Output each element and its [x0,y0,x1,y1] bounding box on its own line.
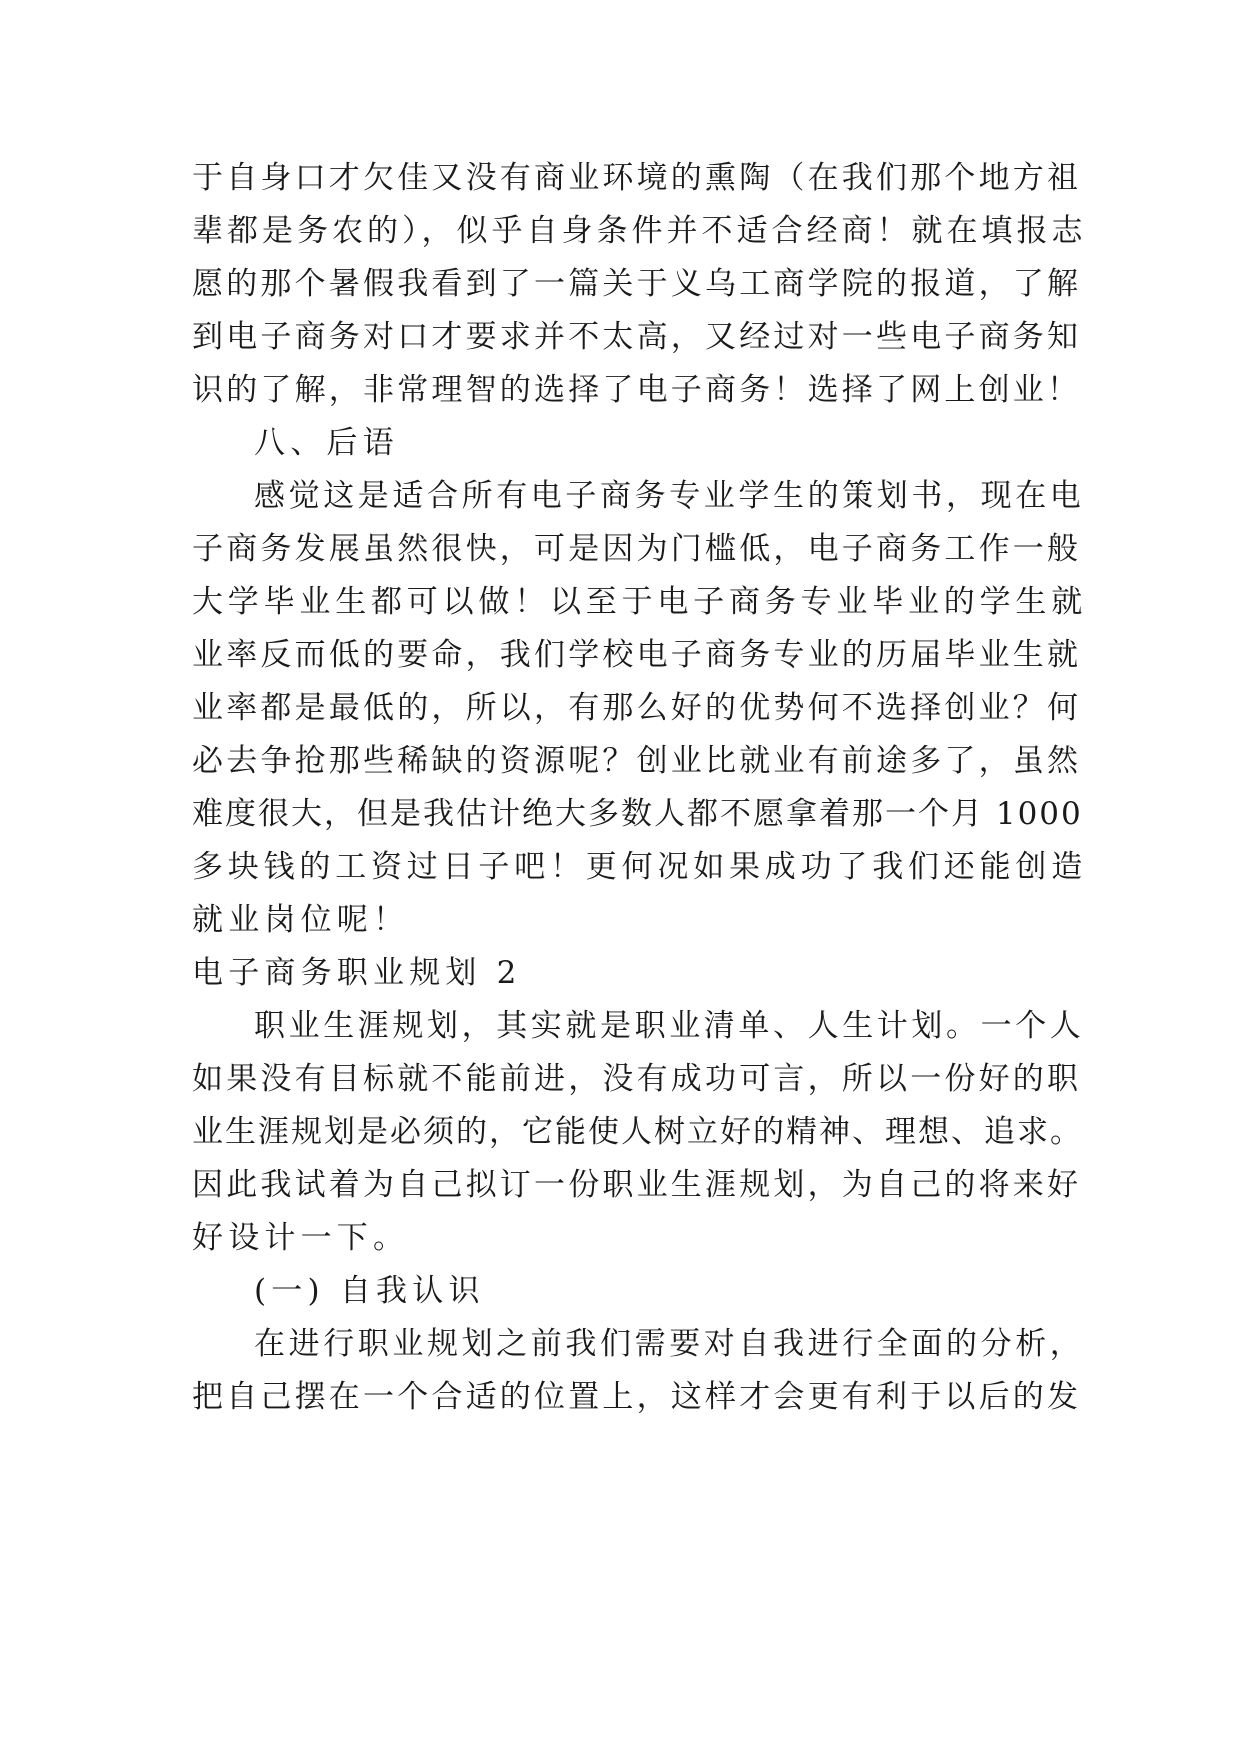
body-line: 难度很大，但是我估计绝大多数人都不愿拿着那一个月 1000 [192,796,1083,832]
document-title: 电子商务职业规划 2 [192,955,522,991]
body-line: 业生涯规划是必须的，它能使人树立好的精神、理想、追求。 [192,1114,1083,1150]
body-line: 业率都是最低的，所以，有那么好的优势何不选择创业？何 [192,690,1082,726]
section-heading: (一) 自我认识 [254,1273,485,1309]
body-line: 在进行职业规划之前我们需要对自我进行全面的分析， [254,1326,1085,1362]
body-line: 必去争抢那些稀缺的资源呢？创业比就业有前途多了，虽然 [192,743,1082,779]
body-line: 业率反而低的要命，我们学校电子商务专业的历届毕业生就 [192,637,1082,673]
body-line: 把自己摆在一个合适的位置上，这样才会更有利于以后的发 [192,1379,1082,1415]
body-line: 因此我试着为自己拟订一份职业生涯规划，为自己的将来好 [192,1167,1082,1203]
body-line: 大学毕业生都可以做！以至于电子商务专业毕业的学生就 [192,584,1087,620]
body-line: 识的了解，非常理智的选择了电子商务！选择了网上创业！ [192,372,1082,408]
body-line: 辈都是务农的），似乎自身条件并不适合经商！就在填报志 [192,213,1087,249]
body-line: 如果没有目标就不能前进，没有成功可言，所以一份好的职 [192,1061,1082,1097]
section-heading: 八、后语 [254,425,399,461]
body-line: 子商务发展虽然很快，可是因为门槛低，电子商务工作一般 [192,531,1082,567]
body-line: 多块钱的工资过日子吧！更何况如果成功了我们还能创造 [192,849,1087,885]
body-line: 职业生涯规划，其实就是职业清单、人生计划。一个人 [254,1008,1085,1044]
body-line: 感觉这是适合所有电子商务专业学生的策划书，现在电 [254,478,1085,514]
body-line: 于自身口才欠佳又没有商业环境的熏陶（在我们那个地方祖 [192,160,1082,196]
body-line: 到电子商务对口才要求并不太高，又经过对一些电子商务知 [192,319,1082,355]
body-line: 愿的那个暑假我看到了一篇关于义乌工商学院的报道，了解 [192,266,1082,302]
body-line: 好设计一下。 [192,1220,410,1256]
body-line: 就业岗位呢！ [192,902,410,938]
